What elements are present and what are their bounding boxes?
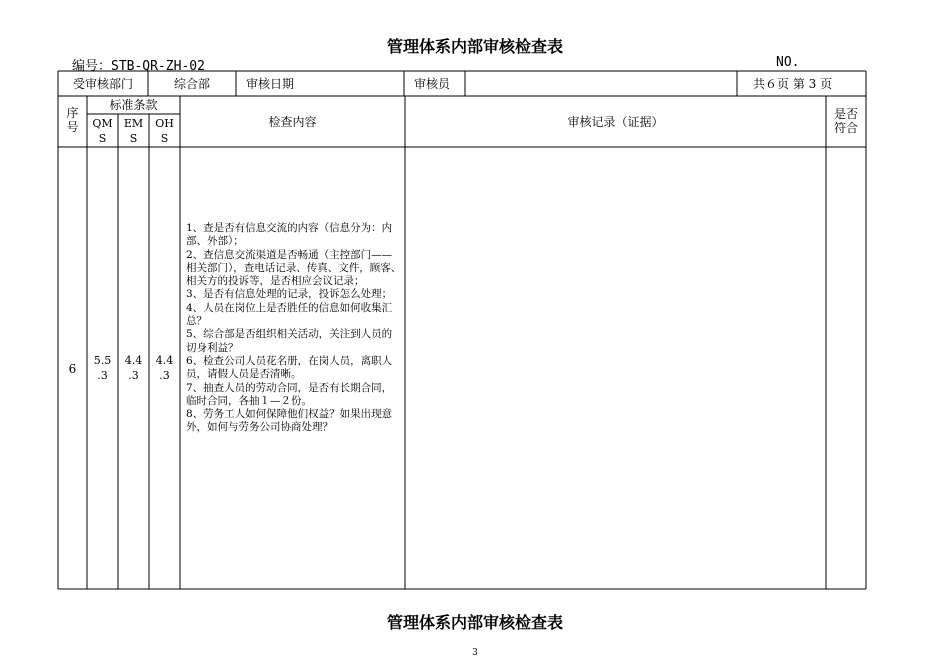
- form-title: 管理体系内部审核检查表: [386, 37, 563, 56]
- page-count: 共６页 第 3 页: [753, 77, 833, 91]
- audited-dept-label: 受审核部门: [72, 77, 133, 91]
- conformity-cell[interactable]: [827, 148, 865, 588]
- check-content-header: 检查内容: [268, 115, 317, 129]
- serial-number-label: NO.: [776, 55, 800, 70]
- check-item: 5、综合部是否组织相关活动，关注到人员的切身利益？: [186, 328, 393, 354]
- audit-date-label: 审核日期: [246, 77, 295, 91]
- audit-record-cell[interactable]: [406, 148, 825, 588]
- check-item: 2、查信息交流渠道是否畅通（主控部门——相关部门），查电话记录、传真、文件，顾客、相关方的投诉等，是否相应会议记录；: [186, 248, 402, 288]
- conformity-header: 是否 符合: [833, 107, 858, 135]
- row-ems-clause: 4.4 .3: [124, 354, 143, 382]
- form-title-repeat: 管理体系内部审核检查表: [386, 613, 563, 632]
- check-item: 4、人员在岗位上是否胜任的信息如何收集汇总？: [186, 301, 393, 328]
- check-item: 3、是否有信息处理的记录，投诉怎么处理；: [186, 288, 393, 301]
- std-clause-header: 标准条款: [109, 98, 158, 112]
- page-number: 3: [472, 648, 478, 658]
- row-seq: 6: [68, 362, 77, 376]
- check-content-list: [186, 222, 402, 435]
- check-item: 1、查是否有信息交流的内容（信息分为：内部、外部）；: [186, 222, 393, 248]
- audited-dept-value: 综合部: [173, 77, 210, 91]
- check-item: 6、检查公司人员花名册，在岗人员，离职人员，请假人员是否清晰。: [186, 354, 393, 381]
- audit-record-header: 审核记录（证据）: [567, 115, 664, 129]
- check-item: 7、抽查人员的劳动合同，是否有长期合同，临时合同，各抽１—２份。: [186, 381, 393, 407]
- check-item: 8、劳务工人如何保障他们权益？如果出现意外，如何与劳务公司协商处理？: [186, 408, 393, 434]
- document-number: 编号：STB-QR-ZH-02: [72, 59, 205, 74]
- ems-header: EM S: [123, 117, 144, 145]
- auditor-label: 审核员: [414, 77, 451, 91]
- ohs-header: OH S: [155, 117, 174, 145]
- qms-header: QM S: [92, 117, 113, 145]
- seq-header: 序 号: [66, 106, 79, 134]
- row-qms-clause: 5.5 .3: [93, 354, 112, 382]
- row-ohs-clause: 4.4 .3: [155, 354, 174, 382]
